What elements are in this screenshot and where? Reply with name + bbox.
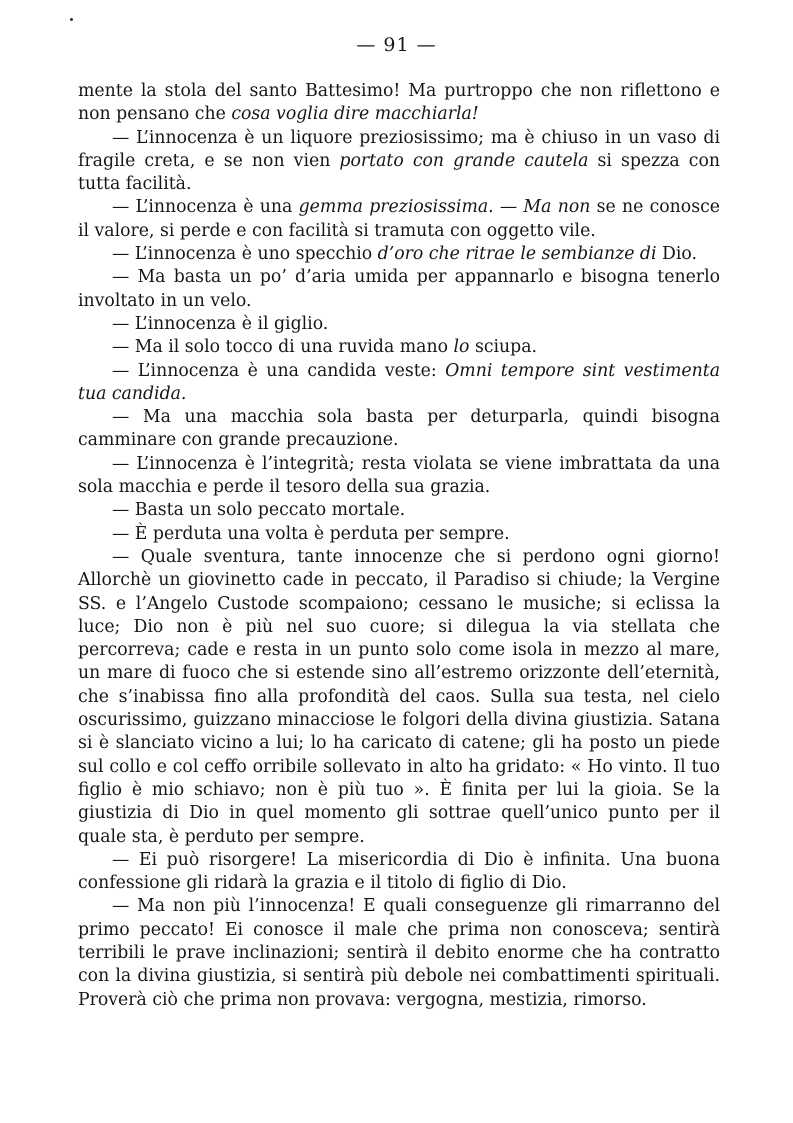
paragraph <box>78 406 720 453</box>
paragraph <box>78 523 720 546</box>
text-run: — Basta un solo peccato mortale. <box>112 500 406 521</box>
page-number: — 91 — <box>356 34 437 56</box>
text-run: se ne conosce il valore, si perde e con facilità si tramuta con oggetto vile. <box>78 197 720 241</box>
text-run: — L’innocenza è il giglio. <box>112 313 329 334</box>
body-text <box>78 80 720 1012</box>
italic-run: lo <box>453 337 470 358</box>
text-run: — È perduta una volta è perduta per sempre. <box>112 523 510 544</box>
latin-quote: Omni tempore sint vestimenta tua candida. <box>78 360 720 404</box>
italic-run: gemma preziosissima. — Ma non <box>298 197 591 218</box>
paragraph <box>78 313 720 336</box>
italic-run: d’oro che ritrae le sembianze di <box>377 244 657 265</box>
text-run: — Ma il solo tocco di una ruvida mano <box>112 337 454 358</box>
paragraph <box>78 453 720 500</box>
text-run: — Ma una macchia sola basta per deturparla, quindi bisogna camminare con grande precauzione. <box>78 407 720 451</box>
paragraph <box>78 546 720 849</box>
text-run: — L’innocenza è uno specchio <box>112 244 378 265</box>
paragraph <box>78 243 720 266</box>
text-run: — L’innocenza è un liquore preziosissimo; ma è chiuso in un vaso di fragile creta, e se non vien <box>78 127 720 171</box>
italic-run: cosa voglia dire macchiarla! <box>231 104 479 125</box>
italic-run: portato con grande cautela <box>339 150 589 171</box>
text-run: sciupa. <box>469 337 538 358</box>
text-run: — L’innocenza è l’integrità; resta violata se viene imbrattata da una sola macchia e perde il tesoro della sua grazia. <box>78 453 720 498</box>
paragraph <box>78 127 720 197</box>
paragraph <box>78 266 720 313</box>
text-run: — Ma non più l’innocenza! E quali conseguenze gli rimarranno del primo peccato! Ei conosce il male che prima non conosceva; sentirà terribili le prave inclinazioni; sentirà il debito enorme che ha contratto con la divina giustizia, si sentirà più debole nei combattimenti spirituali. Proverà ciò che prima non provava: vergogna, mestizia, rimorso. <box>78 896 720 1010</box>
text-run: — L’innocenza è una <box>112 197 299 218</box>
paragraph <box>78 895 720 1011</box>
text-run: — Ei può risorgere! La misericordia di Dio è infinita. Una buona confessione gli ridarà la grazia e il titolo di figlio di Dio. <box>78 849 720 894</box>
paragraph <box>78 336 720 359</box>
text-run: — Ma basta un po’ d’aria umida per appannarlo e bisogna tenerlo involtato in un velo. <box>78 267 720 311</box>
text-run: Dio. <box>656 244 697 265</box>
print-speck <box>70 18 73 21</box>
text-run: — L’innocenza è una candida veste: <box>112 360 446 381</box>
text-run: si spezza con tutta facilità. <box>78 150 720 195</box>
paragraph <box>78 196 720 243</box>
paragraph <box>78 360 720 407</box>
paragraph <box>78 80 720 127</box>
text-run: — Quale sventura, tante innocenze che si perdono ogni giorno! Allorchè un giovinetto cade in peccato, il Paradiso si chiude; la Vergine SS. e l’Angelo Custode scompaiono; cessano le musiche; si eclissa la luce; Dio non è più nel suo cuore; si dilegua la via stellata che percorreva; cade e resta in un punto solo come isola in mezzo al mare, un mare di fuoco che si estende sino all’estremo orizzonte dell’eternità, che s’inabissa fino alla profondità del caos. Sulla sua testa, nel cielo oscurissimo, guizzano minacciose le folgori della divina giustizia. Satana si è slanciato vicino a lui; lo ha caricato di catene; gli ha posto un piede sul collo e col ceffo orribile sollevato in alto ha gridato: « Ho vinto. Il tuo figlio è mio schiavo; non è più tuo ». È finita per lui la gioia. Se la giustizia di Dio in quel momento gli sottrae quell’unico punto per il quale sta, è perduto per sempre. <box>78 546 720 847</box>
text-run: mente la stola del santo Battesimo! Ma purtroppo che non riflettono e non pensano che <box>78 81 720 125</box>
paragraph <box>78 849 720 896</box>
paragraph <box>78 499 720 522</box>
